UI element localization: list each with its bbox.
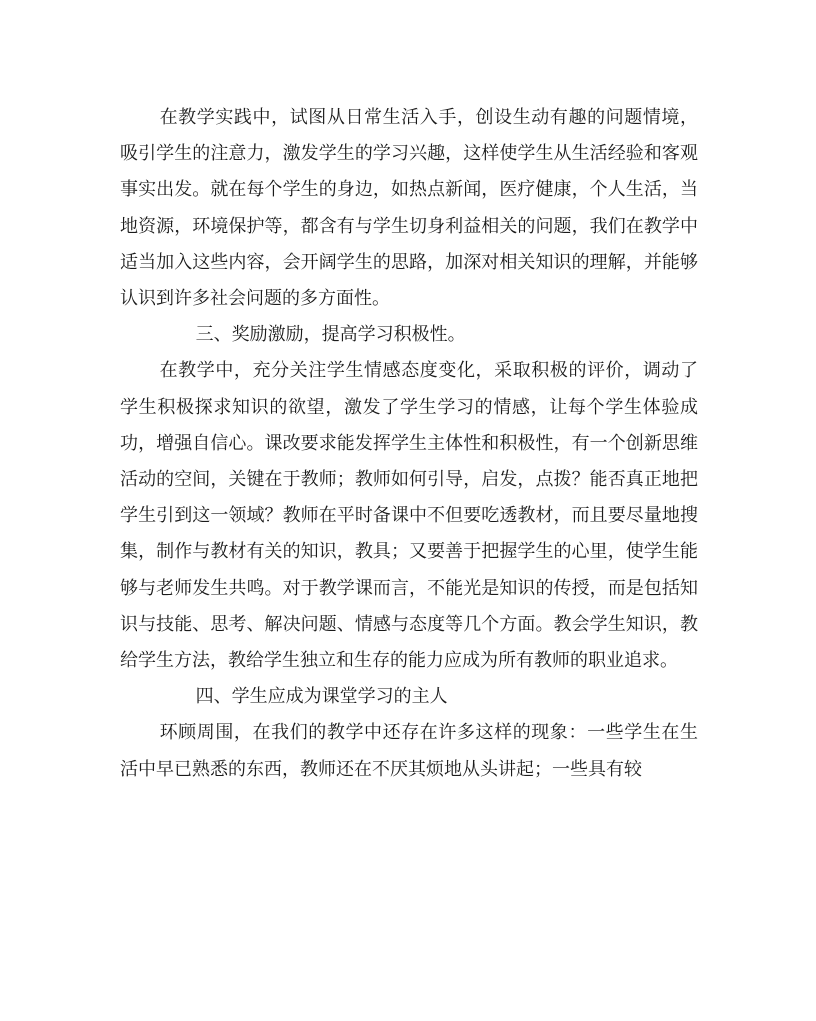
- section-heading-four: 四、学生应成为课堂学习的主人: [195, 686, 448, 708]
- section-heading-three: 三、奖励激励，提高学习积极性。: [195, 324, 466, 346]
- paragraph-section-four: 环顾周围，在我们的教学中还存在许多这样的现象：一些学生在生活中早已熟悉的东西，教师还在不厌其烦地从头讲起；一些具有较: [120, 722, 698, 780]
- document-body: [120, 100, 698, 788]
- paragraph-section-three: 在教学中，充分关注学生情感态度变化，采取积极的评价，调动了学生积极探求知识的欲望，激发了学生学习的情感，让每个学生体验成功，增强自信心。课改要求能发挥学生主体性和积极性，有一个创新思维活动的空间，关键在于教师；教师如何引导，启发，点拨？能否真正地把学生引到这一领域？教师在平时备课中不但要吃透教材，而且要尽量地搜集，制作与教材有关的知识，教具；又要善于把握学生的心里，使学生能够与老师发生共鸣。对于教学课而言，不能光是知识的传授，而是包括知识与技能、思考、解决问题、情感与态度等几个方面。教会学生知识，教给学生方法，教给学生独立和生存的能力应成为所有教师的职业追求。: [120, 360, 698, 672]
- paragraph-intro: 在教学实践中，试图从日常生活入手，创设生动有趣的问题情境，吸引学生的注意力，激发学生的学习兴趣，这样使学生从生活经验和客观事实出发。就在每个学生的身边，如热点新闻，医疗健康，个人生活，当地资源，环境保护等，都含有与学生切身利益相关的问题，我们在教学中适当加入这些内容，会开阔学生的思路，加深对相关知识的理解，并能够认识到许多社会问题的多方面性。: [120, 107, 698, 310]
